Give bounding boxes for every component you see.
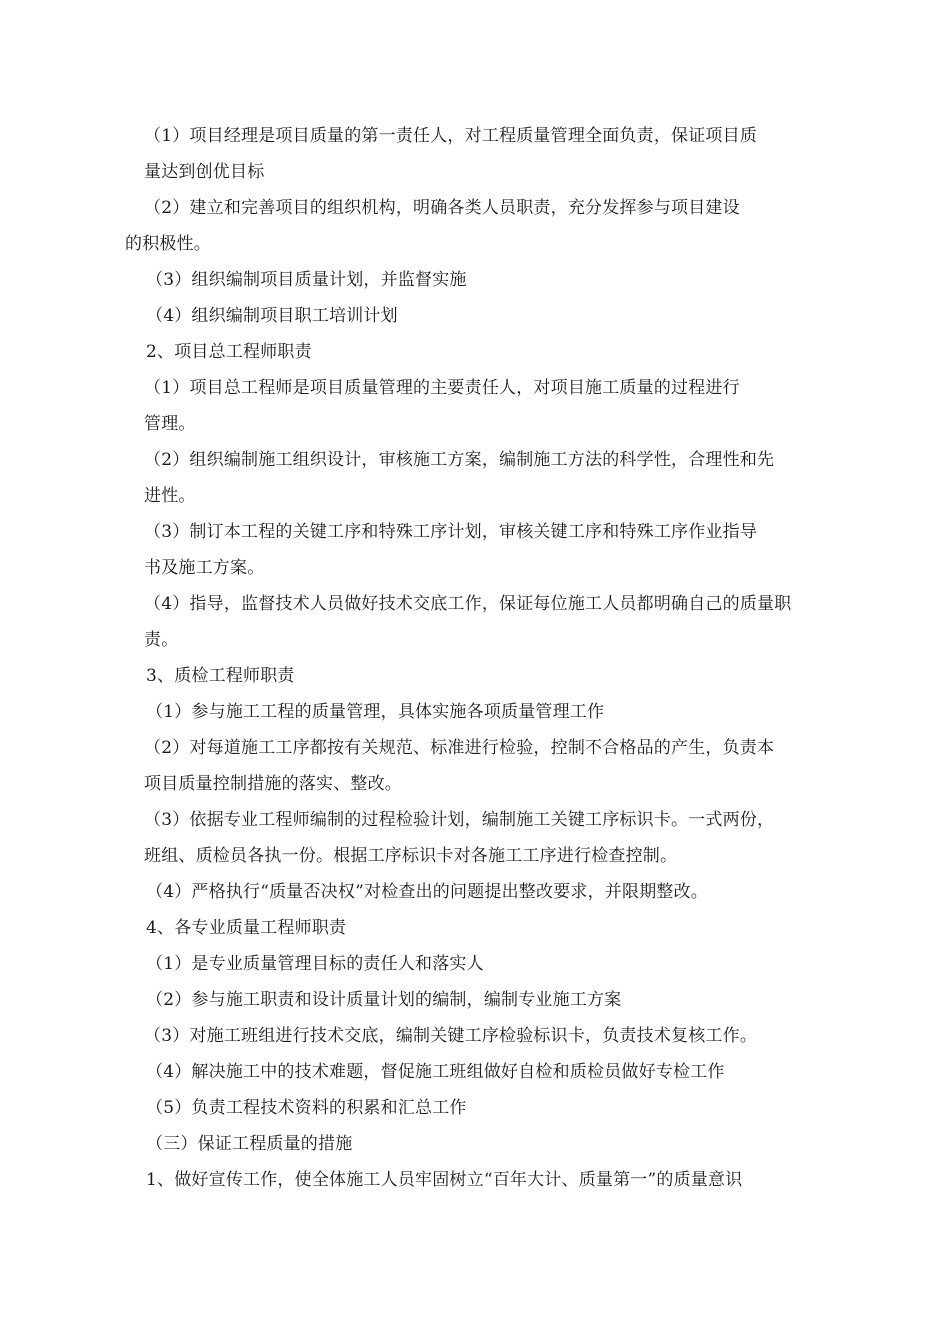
text-line: 书及施工方案。 xyxy=(144,558,265,578)
text-line: （4）组织编制项目职工培训计划 xyxy=(146,306,398,326)
text-line: （3）组织编制项目质量计划，并监督实施 xyxy=(146,270,467,290)
text-line: （4）指导，监督技术人员做好技术交底工作，保证每位施工人员都明确自己的质量职 xyxy=(144,594,792,614)
section-heading: 3、质检工程师职责 xyxy=(146,666,295,686)
text-line: 进性。 xyxy=(144,486,196,506)
text-line: （3）依据专业工程师编制的过程检验计划，编制施工关键工序标识卡。一式两份， xyxy=(144,810,775,830)
text-line: （1）参与施工工程的质量管理，具体实施各项质量管理工作 xyxy=(146,702,605,722)
text-line: 量达到创优目标 xyxy=(144,162,265,182)
text-line: （5）负责工程技术资料的积累和汇总工作 xyxy=(146,1098,467,1118)
text-line: 的积极性。 xyxy=(125,234,211,254)
text-line: （4）解决施工中的技术难题，督促施工班组做好自检和质检员做好专检工作 xyxy=(146,1062,725,1082)
text-line: 责。 xyxy=(144,630,179,650)
section-heading: 2、项目总工程师职责 xyxy=(146,342,312,362)
text-line: （3）制订本工程的关键工序和特殊工序计划，审核关键工序和特殊工序作业指导 xyxy=(144,522,758,542)
text-line: （2）建立和完善项目的组织机构，明确各类人员职责，充分发挥参与项目建设 xyxy=(144,198,740,218)
text-line: 管理。 xyxy=(144,414,196,434)
text-line: （2）对每道施工工序都按有关规范、标准进行检验，控制不合格品的产生，负责本 xyxy=(144,738,775,758)
text-line: （2）参与施工职责和设计质量计划的编制，编制专业施工方案 xyxy=(146,990,622,1010)
text-line: 班组、质检员各执一份。根据工序标识卡对各施工工序进行检查控制。 xyxy=(144,846,678,866)
text-line: （1）项目总工程师是项目质量管理的主要责任人，对项目施工质量的过程进行 xyxy=(144,378,740,398)
section-heading: 4、各专业质量工程师职责 xyxy=(146,918,347,938)
section-heading: （三）保证工程质量的措施 xyxy=(146,1134,353,1154)
text-line: （4）严格执行“质量否决权”对检查出的问题提出整改要求，并限期整改。 xyxy=(146,882,708,902)
text-line: （2）组织编制施工组织设计，审核施工方案，编制施工方法的科学性，合理性和先 xyxy=(144,450,775,470)
text-line: （1）是专业质量管理目标的责任人和落实人 xyxy=(146,954,484,974)
text-line: （3）对施工班组进行技术交底，编制关键工序检验标识卡，负责技术复核工作。 xyxy=(144,1026,758,1046)
text-line: （1）项目经理是项目质量的第一责任人，对工程质量管理全面负责，保证项目质 xyxy=(144,126,758,146)
text-line: 1、做好宣传工作，使全体施工人员牢固树立“百年大计、质量第一”的质量意识 xyxy=(146,1170,743,1190)
text-line: 项目质量控制措施的落实、整改。 xyxy=(144,774,402,794)
